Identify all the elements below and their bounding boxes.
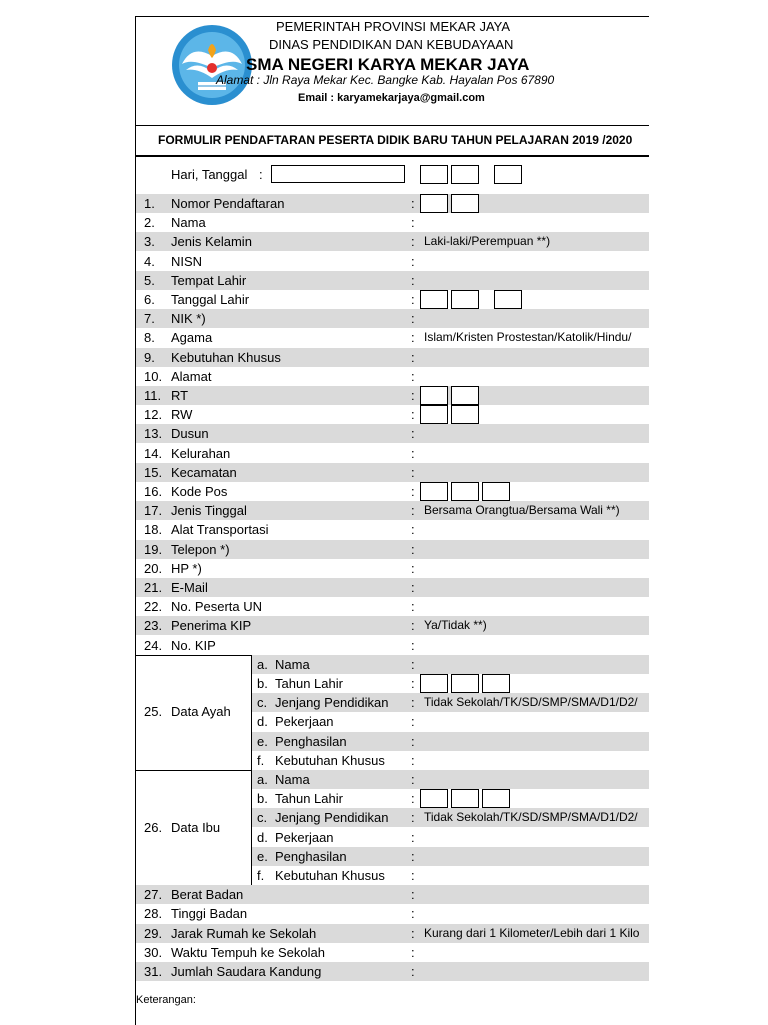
group-number: 25. [144, 704, 163, 720]
row-value[interactable]: Ya/Tidak **) [424, 618, 487, 633]
row-letter: c. [257, 810, 268, 826]
digit-box[interactable] [420, 290, 448, 309]
row-colon: : [411, 752, 415, 768]
row-label: Telepon *) [171, 541, 230, 557]
row-number: 2. [144, 215, 155, 231]
row-colon: : [411, 906, 415, 922]
row-number: 29. [144, 925, 163, 941]
row-label: Alamat [171, 368, 212, 384]
row-label: Kelurahan [171, 445, 231, 461]
digit-box[interactable] [451, 674, 479, 693]
digit-box[interactable] [451, 290, 479, 309]
digit-box[interactable] [420, 789, 448, 808]
row-colon: : [411, 887, 415, 903]
form-row [136, 943, 649, 962]
gov-line: PEMERINTAH PROVINSI MEKAR JAYA [276, 19, 511, 34]
digit-box[interactable] [420, 674, 448, 693]
row-colon: : [411, 311, 415, 327]
row-letter: c. [257, 695, 268, 711]
row-label: Agama [171, 330, 213, 346]
row-label: Penerima KIP [171, 618, 252, 634]
date-box-day[interactable] [420, 165, 448, 184]
row-number: 14. [144, 445, 163, 461]
row-colon: : [411, 580, 415, 595]
row-number: 9. [144, 349, 155, 365]
row-value[interactable]: Kurang dari 1 Kilometer/Lebih dari 1 Kilo [424, 925, 640, 940]
row-colon: : [411, 503, 415, 519]
digit-box[interactable] [451, 194, 479, 213]
row-number: 31. [144, 964, 163, 979]
note-label: Keterangan: [136, 994, 196, 1006]
row-letter: b. [257, 676, 268, 691]
form-row [252, 751, 649, 770]
row-label: Kecamatan [171, 464, 237, 480]
row-colon: : [411, 637, 415, 653]
row-number: 4. [144, 253, 155, 269]
row-letter: a. [257, 656, 268, 672]
form-title: FORMULIR PENDAFTARAN PESERTA DIDIK BARU TAHUN PELAJARAN 2019 /2020 [158, 133, 633, 147]
row-colon: : [411, 253, 415, 269]
row-label: No. KIP [171, 637, 216, 653]
row-colon: : [411, 426, 415, 442]
form-row [136, 367, 649, 386]
row-number: 28. [144, 906, 163, 922]
digit-box[interactable] [420, 482, 448, 501]
row-colon: : [411, 810, 415, 826]
form-row [252, 712, 649, 731]
row-number: 10. [144, 368, 163, 384]
form-row [136, 501, 649, 520]
form-row [136, 636, 649, 655]
digit-box[interactable] [482, 482, 510, 501]
row-number: 30. [144, 944, 163, 960]
registration-form-sheet [135, 16, 649, 1025]
row-number: 11. [144, 388, 162, 403]
row-number: 3. [144, 234, 155, 250]
date-box-month[interactable] [451, 165, 479, 184]
form-row [252, 655, 649, 674]
row-colon: : [411, 445, 415, 461]
form-row [136, 924, 649, 943]
row-number: 19. [144, 541, 163, 557]
row-colon: : [411, 522, 415, 538]
row-number: 7. [144, 311, 155, 327]
row-label: Nama [275, 656, 310, 672]
row-label: Jenjang Pendidikan [275, 810, 389, 826]
form-row [136, 405, 649, 424]
row-number: 23. [144, 618, 163, 634]
group-label: Data Ibu [171, 819, 221, 835]
form-row [136, 309, 649, 328]
row-label: RT [171, 388, 189, 403]
row-letter: e. [257, 733, 268, 749]
school-email: Email : karyamekarjaya@gmail.com [298, 92, 485, 104]
form-row [136, 616, 649, 635]
row-colon: : [411, 541, 415, 557]
digit-box[interactable] [482, 674, 510, 693]
header-divider [136, 125, 649, 126]
date-box-year[interactable] [494, 165, 522, 184]
form-row [252, 674, 649, 693]
row-letter: d. [257, 714, 268, 730]
row-label: Jumlah Saudara Kandung [171, 964, 322, 979]
row-label: Tinggi Badan [171, 906, 248, 922]
row-colon: : [411, 733, 415, 749]
row-colon: : [411, 484, 415, 499]
digit-box[interactable] [482, 789, 510, 808]
row-letter: a. [257, 772, 268, 787]
row-value[interactable]: Bersama Orangtua/Bersama Wali **) [424, 503, 620, 518]
row-letter: f. [257, 752, 265, 768]
row-colon: : [411, 560, 415, 576]
row-label: Dusun [171, 426, 209, 442]
letterhead [136, 17, 649, 125]
row-colon: : [411, 964, 415, 979]
row-colon: : [411, 292, 415, 307]
row-label: Tahun Lahir [275, 791, 343, 807]
row-number: 21. [144, 580, 163, 595]
row-label: Kode Pos [171, 484, 228, 499]
form-row [136, 559, 649, 578]
row-number: 18. [144, 522, 163, 538]
digit-box[interactable] [451, 386, 479, 405]
row-label: Kebutuhan Khusus [275, 868, 385, 883]
date-field[interactable] [271, 165, 405, 183]
form-row [136, 482, 649, 501]
date-colon: : [259, 167, 263, 182]
row-label: Jenjang Pendidikan [275, 695, 389, 711]
row-label: Nama [275, 772, 310, 787]
row-number: 8. [144, 330, 155, 346]
form-row [252, 808, 649, 827]
row-label: Tanggal Lahir [171, 292, 250, 307]
row-colon: : [411, 944, 415, 960]
row-colon: : [411, 234, 415, 250]
row-number: 17. [144, 503, 163, 519]
form-row [136, 213, 649, 232]
group-number: 26. [144, 819, 163, 835]
row-label: Jenis Tinggal [171, 503, 247, 519]
row-label: E-Mail [171, 580, 208, 595]
row-letter: b. [257, 791, 268, 807]
form-row [136, 290, 649, 309]
form-row [136, 463, 649, 482]
digit-box[interactable] [420, 405, 448, 424]
row-label: Waktu Tempuh ke Sekolah [171, 944, 325, 960]
row-colon: : [411, 695, 415, 711]
form-row [252, 770, 649, 789]
digit-box[interactable] [420, 194, 448, 213]
form-row [252, 866, 649, 885]
row-number: 6. [144, 292, 155, 307]
form-row [136, 232, 649, 251]
form-row [136, 885, 649, 904]
group-label: Data Ayah [171, 704, 231, 720]
row-colon: : [411, 215, 415, 231]
row-value[interactable]: Laki-laki/Perempuan **) [424, 234, 551, 249]
form-row [136, 424, 649, 443]
row-letter: f. [257, 868, 265, 883]
dept-line: DINAS PENDIDIKAN DAN KEBUDAYAAN [269, 37, 514, 52]
row-colon: : [411, 925, 415, 941]
digit-box[interactable] [451, 405, 479, 424]
row-colon: : [411, 714, 415, 730]
form-row [136, 271, 649, 290]
row-colon: : [411, 272, 415, 288]
digit-box[interactable] [451, 789, 479, 808]
row-label: No. Peserta UN [171, 599, 263, 615]
row-colon: : [411, 330, 415, 346]
row-label: Penghasilan [275, 733, 347, 749]
school-address: Alamat : Jln Raya Mekar Kec. Bangke Kab. Hayalan Pos 67890 [216, 73, 555, 87]
row-label: Penghasilan [275, 848, 347, 864]
form-row [136, 578, 649, 597]
row-number: 12. [144, 407, 163, 423]
row-colon: : [411, 464, 415, 480]
form-row [136, 348, 649, 367]
row-label: NISN [171, 253, 203, 269]
row-label: Berat Badan [171, 887, 244, 903]
row-colon: : [411, 618, 415, 634]
form-row [252, 693, 649, 712]
digit-box[interactable] [420, 386, 448, 405]
form-row [136, 540, 649, 559]
row-value[interactable]: Tidak Sekolah/TK/SD/SMP/SMA/D1/D2/ [424, 810, 638, 825]
form-row [252, 789, 649, 808]
form-row [252, 847, 649, 866]
title-divider [136, 155, 649, 157]
row-label: NIK *) [171, 311, 206, 327]
row-label: Jarak Rumah ke Sekolah [171, 925, 317, 941]
form-row [136, 444, 649, 463]
row-number: 27. [144, 887, 163, 903]
row-colon: : [411, 772, 415, 787]
row-value[interactable]: Tidak Sekolah/TK/SD/SMP/SMA/D1/D2/ [424, 695, 638, 710]
row-letter: e. [257, 848, 268, 864]
row-colon: : [411, 656, 415, 672]
row-number: 20. [144, 560, 163, 576]
row-colon: : [411, 388, 415, 403]
form-row [136, 597, 649, 616]
row-colon: : [411, 196, 415, 211]
form-row [136, 252, 649, 271]
school-name: SMA NEGERI KARYA MEKAR JAYA [246, 55, 530, 74]
row-colon: : [411, 848, 415, 864]
row-label: Tahun Lahir [275, 676, 343, 691]
row-number: 16. [144, 484, 163, 499]
row-colon: : [411, 868, 415, 883]
row-value[interactable]: Islam/Kristen Prostestan/Katolik/Hindu/ [424, 330, 632, 345]
row-label: Kebutuhan Khusus [275, 752, 385, 768]
row-colon: : [411, 368, 415, 384]
row-colon: : [411, 349, 415, 365]
form-row [136, 962, 649, 981]
row-number: 15. [144, 464, 163, 480]
date-label: Hari, Tanggal [171, 167, 248, 182]
row-number: 1. [144, 196, 155, 211]
form-row [136, 520, 649, 539]
row-number: 5. [144, 272, 155, 288]
row-number: 13. [144, 426, 163, 442]
form-row [136, 328, 649, 347]
form-row [252, 828, 649, 847]
row-colon: : [411, 791, 415, 807]
form-row [136, 194, 649, 213]
row-colon: : [411, 829, 415, 845]
row-colon: : [411, 407, 415, 423]
row-label: Tempat Lahir [171, 272, 247, 288]
tut-wuri-handayani-logo [168, 24, 256, 106]
row-label: Nomor Pendaftaran [171, 196, 285, 211]
row-label: Jenis Kelamin [171, 234, 252, 250]
row-label: Alat Transportasi [171, 522, 269, 538]
row-number: 22. [144, 599, 163, 615]
row-colon: : [411, 676, 415, 691]
form-row [252, 732, 649, 751]
digit-box[interactable] [451, 482, 479, 501]
row-label: HP *) [171, 560, 202, 576]
row-colon: : [411, 599, 415, 615]
row-label: RW [171, 407, 193, 423]
row-label: Nama [171, 215, 206, 231]
row-label: Pekerjaan [275, 829, 334, 845]
form-row [136, 904, 649, 923]
digit-box[interactable] [494, 290, 522, 309]
row-number: 24. [144, 637, 163, 653]
row-label: Pekerjaan [275, 714, 334, 730]
form-row [136, 386, 649, 405]
row-letter: d. [257, 829, 268, 845]
row-label: Kebutuhan Khusus [171, 349, 281, 365]
